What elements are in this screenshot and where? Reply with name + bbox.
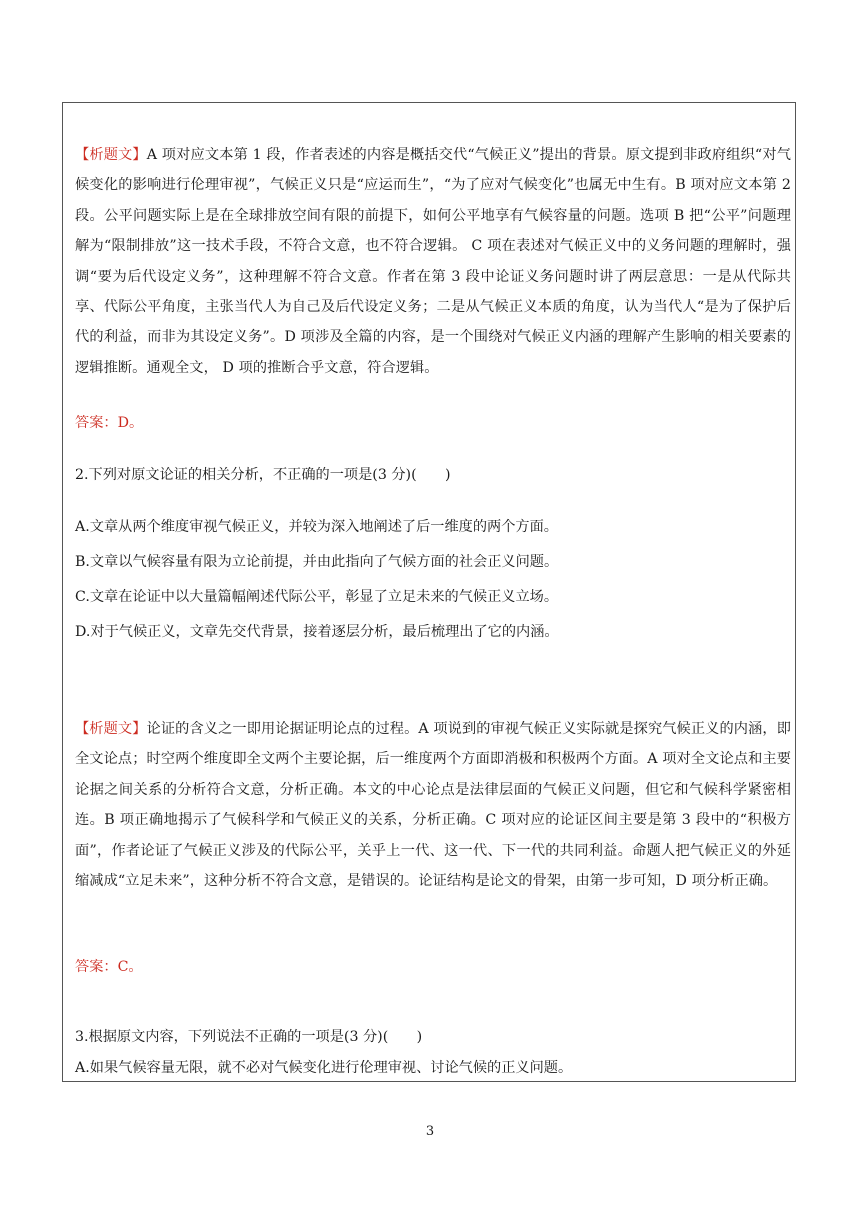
analysis-paragraph-2 bbox=[75, 714, 791, 896]
analysis-tag: 【析题文】 bbox=[75, 721, 147, 737]
answer-line-1: 答案：D。 bbox=[75, 415, 144, 431]
page-number: 3 bbox=[425, 1124, 435, 1139]
question-3-stem: 3.根据原文内容，下列说法不正确的一项是(3 分)( ) bbox=[75, 1029, 423, 1045]
analysis-tag: 【析题文】 bbox=[75, 147, 147, 163]
question-2-option-b: B.文章以气候容量有限为立论前提，并由此指向了气候方面的社会正义问题。 bbox=[75, 554, 559, 570]
analysis-text: A 项对应文本第 1 段，作者表述的内容是概括交代“气候正义”提出的背景。原文提到非政府组织“对气候变化的影响进行伦理审视”，气候正义只是“应运而生”，“为了应对气候变化”也属无中生有。B 项对应文本第 2 段。公平问题实际上是在全球排放空间有限的前提下，如何公平地享有气候容量的问题。选项 B 把“公平”问题理解为“限制排放”这一技术手段，不符合文意，也不符合逻辑。 C 项在表述对气候正义中的义务问题的理解时，强调“要为后代设定义务”，这种理解不符合文意。作者在第 3 段中论证义务问题时讲了两层意思：一是从代际共享、代际公平角度，主张当代人为自己及后代设定义务；二是从气候正义本质的角度，认为当代人“是为了保护后代的利益，而非为其设定义务”。D 项涉及全篇的内容，是一个围绕对气候正义内涵的理解产生影响的相关要素的逻辑推断。通观全文， D 项的推断合乎文意，符合逻辑。 bbox=[75, 147, 791, 376]
answer-line-2: 答案：C。 bbox=[75, 959, 143, 975]
question-2-stem: 2.下列对原文论证的相关分析，不正确的一项是(3 分)( ) bbox=[75, 467, 451, 483]
question-2-option-a: A.文章从两个维度审视气候正义，并较为深入地阐述了后一维度的两个方面。 bbox=[75, 519, 558, 535]
question-2-option-d: D.对于气候正义，文章先交代背景，接着逐层分析，最后梳理出了它的内涵。 bbox=[75, 624, 559, 640]
analysis-paragraph-1 bbox=[75, 140, 791, 383]
question-3-option-a: A.如果气候容量无限，就不必对气候变化进行伦理审视、讨论气候的正义问题。 bbox=[75, 1060, 573, 1076]
analysis-text: 论证的含义之一即用论据证明论点的过程。A 项说到的审视气候正义实际就是探究气候正义的内涵，即全文论点；时空两个维度即全文两个主要论据，后一维度两个方面即消极和积极两个方面。A 项对全文论点和主要论据之间关系的分析符合文意，分析正确。本文的中心论点是法律层面的气候正义问题，但它和气候科学紧密相连。B 项正确地揭示了气候科学和气候正义的关系，分析正确。C 项对应的论证区间主要是第 3 段中的“积极方面”，作者论证了气候正义涉及的代际公平，关乎上一代、这一代、下一代的共同利益。命题人把气候正义的外延缩减成“立足未来”，这种分析不符合文意，是错误的。论证结构是论文的骨架，由第一步可知，D 项分析正确。 bbox=[75, 721, 791, 890]
question-2-option-c: C.文章在论证中以大量篇幅阐述代际公平，彰显了立足未来的气候正义立场。 bbox=[75, 589, 559, 605]
